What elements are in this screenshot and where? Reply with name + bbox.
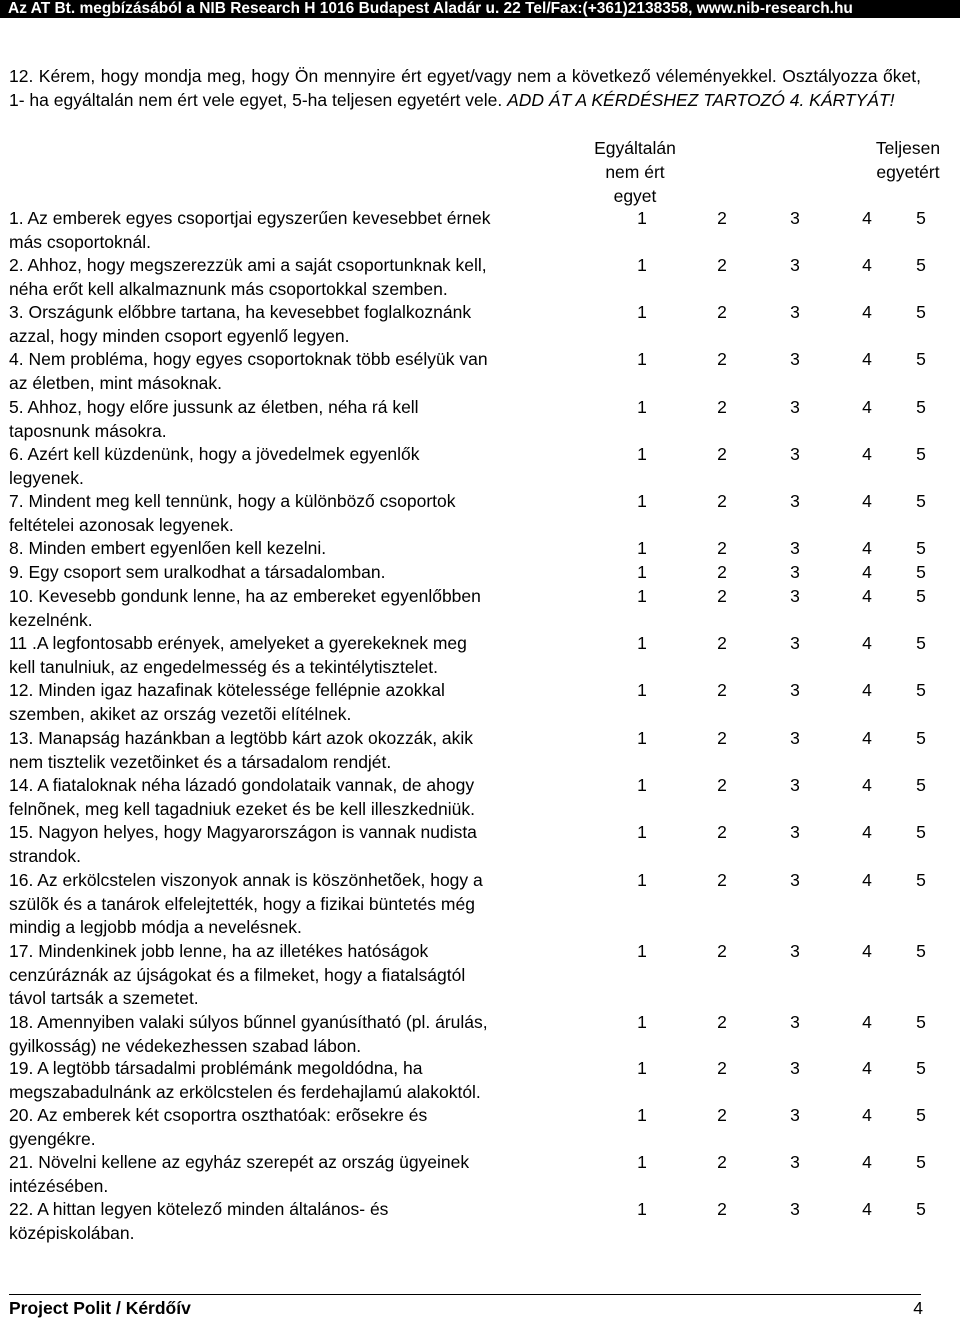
statement-line: 5. Ahhoz, hogy előre jussunk az életben, néha rá kell bbox=[9, 397, 419, 417]
page-header: Az AT Bt. megbízásából a NIB Research H 1016 Budapest Aladár u. 22 Tel/Fax:(+361)2138358, www.nib-research.hu bbox=[0, 0, 960, 18]
rating-option[interactable]: 4 bbox=[862, 349, 872, 369]
rating-option[interactable]: 2 bbox=[717, 255, 727, 275]
rating-option[interactable]: 5 bbox=[916, 1199, 926, 1219]
rating-option[interactable]: 3 bbox=[790, 491, 800, 511]
statement-line: szülõk és a tanárok elfelejtették, hogy a fizikai büntetés még bbox=[9, 893, 475, 914]
rating-scale bbox=[632, 1198, 932, 1222]
rating-option[interactable]: 2 bbox=[717, 538, 727, 558]
rating-option[interactable]: 3 bbox=[790, 397, 800, 417]
rating-option[interactable]: 5 bbox=[916, 208, 926, 228]
rating-option[interactable]: 1 bbox=[637, 1058, 647, 1078]
statement-line: más csoportoknál. bbox=[9, 231, 152, 252]
rating-option[interactable]: 4 bbox=[862, 1152, 872, 1172]
rating-option[interactable]: 5 bbox=[916, 728, 926, 748]
rating-option[interactable]: 2 bbox=[717, 208, 727, 228]
rating-option[interactable]: 4 bbox=[862, 444, 872, 464]
rating-option[interactable]: 1 bbox=[637, 1012, 647, 1032]
rating-option[interactable]: 3 bbox=[790, 255, 800, 275]
rating-option[interactable]: 2 bbox=[717, 1199, 727, 1219]
rating-option[interactable]: 5 bbox=[916, 941, 926, 961]
rating-option[interactable]: 2 bbox=[717, 397, 727, 417]
statement-line: feltételei azonosak legyenek. bbox=[9, 514, 234, 535]
statement-text bbox=[9, 727, 579, 774]
rating-option[interactable]: 1 bbox=[637, 822, 647, 842]
statement-text bbox=[9, 348, 579, 395]
scale-header-left-line: nem ért bbox=[605, 162, 665, 182]
statement-line: 21. Növelni kellene az egyház szerepét az ország ügyeinek bbox=[9, 1152, 470, 1172]
statement-line: 16. Az erkölcstelen viszonyok annak is köszönhetõek, hogy a bbox=[9, 870, 483, 890]
statement-line: 9. Egy csoport sem uralkodhat a társadalomban. bbox=[9, 562, 386, 582]
footer-title: Project Polit / Kérdőív bbox=[9, 1298, 191, 1318]
statement-text bbox=[9, 774, 609, 821]
rating-option[interactable]: 4 bbox=[862, 1058, 872, 1078]
rating-scale bbox=[632, 1151, 932, 1175]
rating-option[interactable]: 4 bbox=[862, 1012, 872, 1032]
rating-option[interactable]: 1 bbox=[637, 870, 647, 890]
statement-line: 20. Az emberek két csoportra oszthatóak: erõsekre és bbox=[9, 1105, 428, 1125]
statement-line: 10. Kevesebb gondunk lenne, ha az embereket egyenlőbben bbox=[9, 586, 481, 606]
statement-line: 2. Ahhoz, hogy megszerezzük ami a saját csoportunknak kell, bbox=[9, 255, 487, 275]
rating-option[interactable]: 3 bbox=[790, 349, 800, 369]
statement-text bbox=[9, 1198, 579, 1245]
statement-line: nem tisztelik vezetõinket és a társadalom rendjét. bbox=[9, 751, 392, 772]
rating-option[interactable]: 3 bbox=[790, 1152, 800, 1172]
rating-option[interactable]: 5 bbox=[916, 586, 926, 606]
statement-text bbox=[9, 632, 579, 679]
statement-text bbox=[9, 207, 579, 254]
rating-option[interactable]: 5 bbox=[916, 562, 926, 582]
rating-option[interactable]: 3 bbox=[790, 1105, 800, 1125]
rating-scale bbox=[632, 396, 932, 420]
rating-option[interactable]: 5 bbox=[916, 1105, 926, 1125]
footer-divider bbox=[9, 1294, 921, 1295]
rating-scale bbox=[632, 940, 932, 964]
statement-line: kezelnénk. bbox=[9, 609, 93, 630]
rating-option[interactable]: 5 bbox=[916, 822, 926, 842]
statement-text bbox=[9, 443, 579, 490]
statement-line: intézésében. bbox=[9, 1175, 109, 1196]
rating-option[interactable]: 3 bbox=[790, 302, 800, 322]
rating-option[interactable]: 5 bbox=[916, 302, 926, 322]
rating-option[interactable]: 4 bbox=[862, 822, 872, 842]
rating-scale bbox=[632, 679, 932, 703]
scale-header-left-line: Egyáltalán bbox=[594, 138, 676, 158]
statement-line: 7. Mindent meg kell tennünk, hogy a különböző csoportok bbox=[9, 491, 456, 511]
rating-option[interactable]: 5 bbox=[916, 775, 926, 795]
rating-option[interactable]: 1 bbox=[637, 491, 647, 511]
scale-header-right bbox=[858, 136, 958, 184]
statement-line: 6. Azért kell küzdenünk, hogy a jövedelmek egyenlők bbox=[9, 444, 420, 464]
statement-line: cenzúráznák az újságokat és a filmeket, hogy a fiatalságtól bbox=[9, 964, 466, 985]
statement-line: 15. Nagyon helyes, hogy Magyarországon is vannak nudista bbox=[9, 822, 477, 842]
statement-text bbox=[9, 679, 579, 726]
rating-option[interactable]: 4 bbox=[862, 1199, 872, 1219]
statement-line: 17. Mindenkinek jobb lenne, ha az illetékes hatóságok bbox=[9, 941, 429, 961]
statement-line: gyilkosság) ne védekezhessen szabad lábon. bbox=[9, 1035, 362, 1056]
rating-option[interactable]: 4 bbox=[862, 775, 872, 795]
rating-option[interactable]: 2 bbox=[717, 941, 727, 961]
rating-option[interactable]: 1 bbox=[637, 586, 647, 606]
rating-scale bbox=[632, 821, 932, 845]
rating-scale bbox=[632, 301, 932, 325]
statement-text bbox=[9, 585, 579, 632]
page-number: 4 bbox=[913, 1298, 923, 1318]
rating-option[interactable]: 2 bbox=[717, 1152, 727, 1172]
rating-option[interactable]: 4 bbox=[862, 633, 872, 653]
rating-option[interactable]: 1 bbox=[637, 1105, 647, 1125]
rating-option[interactable]: 4 bbox=[862, 538, 872, 558]
statement-text bbox=[9, 1011, 609, 1058]
statement-text bbox=[9, 1151, 579, 1198]
rating-option[interactable]: 3 bbox=[790, 870, 800, 890]
rating-option[interactable]: 1 bbox=[637, 1152, 647, 1172]
rating-option[interactable]: 5 bbox=[916, 444, 926, 464]
rating-option[interactable]: 2 bbox=[717, 728, 727, 748]
statement-line: 13. Manapság hazánkban a legtöbb kárt azok okozzák, akik bbox=[9, 728, 474, 748]
rating-option[interactable]: 5 bbox=[916, 349, 926, 369]
statement-line: középiskolában. bbox=[9, 1222, 135, 1243]
rating-option[interactable]: 3 bbox=[790, 680, 800, 700]
rating-option[interactable]: 3 bbox=[790, 775, 800, 795]
rating-option[interactable]: 3 bbox=[790, 562, 800, 582]
statement-line: 12. Minden igaz hazafinak kötelessége fellépnie azokkal bbox=[9, 680, 445, 700]
rating-option[interactable]: 1 bbox=[637, 208, 647, 228]
rating-option[interactable]: 1 bbox=[637, 349, 647, 369]
scale-header-left bbox=[575, 136, 695, 208]
rating-scale bbox=[632, 869, 932, 893]
statement-text bbox=[9, 301, 579, 348]
rating-option[interactable]: 2 bbox=[717, 680, 727, 700]
rating-option[interactable]: 4 bbox=[862, 302, 872, 322]
statement-line: gyengékre. bbox=[9, 1128, 96, 1149]
rating-option[interactable]: 2 bbox=[717, 633, 727, 653]
rating-option[interactable]: 1 bbox=[637, 941, 647, 961]
statement-line: legyenek. bbox=[9, 467, 84, 488]
rating-option[interactable]: 1 bbox=[637, 633, 647, 653]
scale-header-right-line: egyetért bbox=[876, 162, 940, 182]
rating-scale bbox=[632, 1057, 932, 1081]
rating-option[interactable]: 4 bbox=[862, 1105, 872, 1125]
rating-option[interactable]: 4 bbox=[862, 491, 872, 511]
rating-scale bbox=[632, 774, 932, 798]
rating-option[interactable]: 2 bbox=[717, 349, 727, 369]
rating-option[interactable]: 2 bbox=[717, 562, 727, 582]
rating-option[interactable]: 1 bbox=[637, 302, 647, 322]
rating-scale bbox=[632, 254, 932, 278]
rating-option[interactable]: 4 bbox=[862, 941, 872, 961]
statement-line: szemben, akiket az ország vezetõi elítélnek. bbox=[9, 703, 352, 724]
rating-option[interactable]: 3 bbox=[790, 941, 800, 961]
rating-option[interactable]: 4 bbox=[862, 728, 872, 748]
statement-text bbox=[9, 396, 579, 443]
rating-option[interactable]: 1 bbox=[637, 397, 647, 417]
rating-option[interactable]: 2 bbox=[717, 775, 727, 795]
rating-scale bbox=[632, 443, 932, 467]
statement-text bbox=[9, 1104, 579, 1151]
rating-option[interactable]: 2 bbox=[717, 444, 727, 464]
rating-scale bbox=[632, 585, 932, 609]
rating-option[interactable]: 2 bbox=[717, 586, 727, 606]
rating-option[interactable]: 2 bbox=[717, 1012, 727, 1032]
statement-text bbox=[9, 490, 579, 537]
rating-scale bbox=[632, 1011, 932, 1035]
statement-line: 14. A fiataloknak néha lázadó gondolataik vannak, de ahogy bbox=[9, 775, 475, 795]
rating-option[interactable]: 4 bbox=[862, 255, 872, 275]
rating-scale bbox=[632, 1104, 932, 1128]
statement-line: mindig a legjobb módja a nevelésnek. bbox=[9, 917, 302, 937]
statement-text bbox=[9, 869, 609, 940]
rating-option[interactable]: 5 bbox=[916, 255, 926, 275]
rating-option[interactable]: 4 bbox=[862, 680, 872, 700]
statement-line: néha erőt kell alkalmaznunk más csoportokkal szemben. bbox=[9, 278, 448, 299]
rating-scale bbox=[632, 632, 932, 656]
statement-text bbox=[9, 254, 609, 301]
scale-header-left-line: egyet bbox=[613, 186, 657, 206]
statement-line: 18. Amennyiben valaki súlyos bűnnel gyanúsítható (pl. árulás, bbox=[9, 1012, 488, 1032]
statement-line: 4. Nem probléma, hogy egyes csoportoknak több esélyük van bbox=[9, 349, 488, 369]
rating-scale bbox=[632, 727, 932, 751]
rating-option[interactable]: 2 bbox=[717, 1105, 727, 1125]
rating-option[interactable]: 5 bbox=[916, 870, 926, 890]
rating-option[interactable]: 1 bbox=[637, 775, 647, 795]
rating-option[interactable]: 1 bbox=[637, 562, 647, 582]
rating-option[interactable]: 5 bbox=[916, 1152, 926, 1172]
rating-option[interactable]: 3 bbox=[790, 586, 800, 606]
card-instruction: ADD ÁT A KÉRDÉSHEZ TARTOZÓ 4. KÁRTYÁT! bbox=[507, 90, 895, 110]
statement-line: 1. Az emberek egyes csoportjai egyszerűen kevesebbet érnek bbox=[9, 208, 491, 228]
rating-option[interactable]: 1 bbox=[637, 1199, 647, 1219]
rating-scale bbox=[632, 537, 932, 561]
scale-header-right-line: Teljesen bbox=[875, 138, 941, 158]
rating-option[interactable]: 3 bbox=[790, 444, 800, 464]
statement-text bbox=[9, 561, 579, 585]
rating-option[interactable]: 3 bbox=[790, 538, 800, 558]
statement-text bbox=[9, 940, 609, 1011]
rating-option[interactable]: 3 bbox=[790, 728, 800, 748]
question-text: 12. Kérem, hogy mondja meg, hogy Ön mennyire ért egyet/vagy nem a következő véleményekkel. Osztályozza őket, 1- ha egyáltalán nem ért vele egyet, 5-ha teljesen egyetért vele. bbox=[9, 66, 921, 110]
rating-option[interactable]: 5 bbox=[916, 491, 926, 511]
statement-line: taposnunk másokra. bbox=[9, 420, 167, 441]
rating-scale bbox=[632, 490, 932, 514]
rating-option[interactable]: 1 bbox=[637, 444, 647, 464]
statement-line: strandok. bbox=[9, 845, 81, 866]
statement-line: 11 .A legfontosabb erények, amelyeket a gyerekeknek meg bbox=[9, 633, 467, 653]
statement-line: 8. Minden embert egyenlően kell kezelni. bbox=[9, 538, 327, 558]
rating-option[interactable]: 2 bbox=[717, 1058, 727, 1078]
rating-option[interactable]: 3 bbox=[790, 1199, 800, 1219]
rating-option[interactable]: 2 bbox=[717, 870, 727, 890]
statement-line: az életben, mint másoknak. bbox=[9, 372, 223, 393]
rating-scale bbox=[632, 207, 932, 231]
rating-option[interactable]: 1 bbox=[637, 255, 647, 275]
rating-option[interactable]: 1 bbox=[637, 680, 647, 700]
rating-option[interactable]: 4 bbox=[862, 870, 872, 890]
rating-option[interactable]: 3 bbox=[790, 633, 800, 653]
rating-option[interactable]: 5 bbox=[916, 538, 926, 558]
rating-option[interactable]: 4 bbox=[862, 208, 872, 228]
rating-option[interactable]: 2 bbox=[717, 491, 727, 511]
statement-line: távol tartsák a szemetet. bbox=[9, 988, 199, 1008]
rating-option[interactable]: 5 bbox=[916, 1012, 926, 1032]
rating-option[interactable]: 5 bbox=[916, 633, 926, 653]
rating-option[interactable]: 5 bbox=[916, 1058, 926, 1078]
rating-option[interactable]: 5 bbox=[916, 680, 926, 700]
statement-line: kell tanulniuk, az engedelmesség és a tekintélytisztelet. bbox=[9, 656, 438, 677]
statement-text bbox=[9, 537, 579, 561]
question-intro bbox=[9, 64, 921, 112]
rating-option[interactable]: 3 bbox=[790, 208, 800, 228]
statement-text bbox=[9, 1057, 579, 1104]
statement-line: 3. Országunk előbbre tartana, ha kevesebbet foglalkoznánk bbox=[9, 302, 472, 322]
statement-line: azzal, hogy minden csoport egyenlő legyen. bbox=[9, 325, 350, 346]
statement-text bbox=[9, 821, 579, 868]
rating-option[interactable]: 4 bbox=[862, 586, 872, 606]
rating-option[interactable]: 2 bbox=[717, 822, 727, 842]
rating-option[interactable]: 4 bbox=[862, 397, 872, 417]
rating-option[interactable]: 3 bbox=[790, 1012, 800, 1032]
statement-line: 19. A legtöbb társadalmi problémánk megoldódna, ha bbox=[9, 1058, 423, 1078]
statement-line: 22. A hittan legyen kötelező minden általános- és bbox=[9, 1199, 389, 1219]
rating-option[interactable]: 3 bbox=[790, 1058, 800, 1078]
rating-scale bbox=[632, 561, 932, 585]
rating-option[interactable]: 3 bbox=[790, 822, 800, 842]
rating-option[interactable]: 1 bbox=[637, 728, 647, 748]
rating-option[interactable]: 2 bbox=[717, 302, 727, 322]
statement-line: megszabadulnánk az erkölcstelen és ferdehajlamú alakoktól. bbox=[9, 1081, 481, 1102]
statement-line: felnõnek, meg kell tagadniuk ezeket és be kell illeszkedniük. bbox=[9, 798, 475, 819]
rating-option[interactable]: 4 bbox=[862, 562, 872, 582]
rating-option[interactable]: 5 bbox=[916, 397, 926, 417]
rating-scale bbox=[632, 348, 932, 372]
rating-option[interactable]: 1 bbox=[637, 538, 647, 558]
